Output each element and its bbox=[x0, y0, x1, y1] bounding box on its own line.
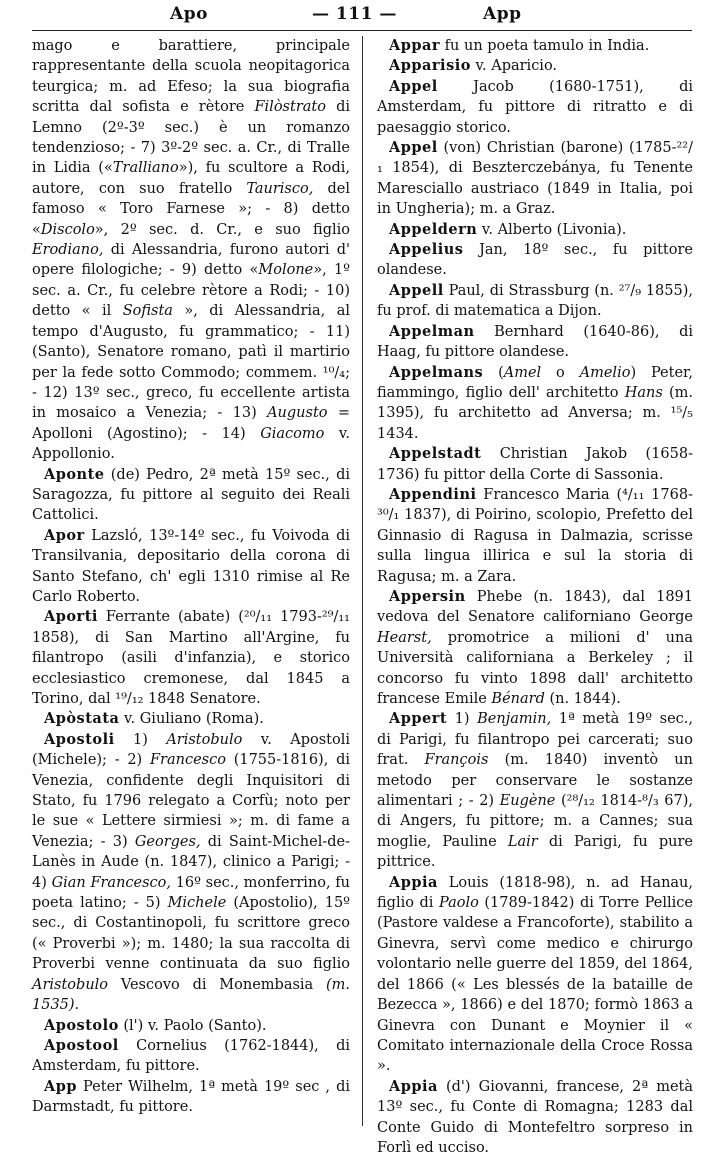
entry-italic-text: Michele bbox=[167, 895, 227, 912]
entry-text: (1789-1842) di Torre Pellice (Pastore valdese a Francoforte), stabilito a Ginevra, servì come medico e chirurgo volontario nelle guerre del 1859, del 1864, del 1866 (« Les blessés de la bataille de Bezecca », 1866) e del 1870; formò 1863 a Ginevra con Dunant e Moynier il « Comitato internazionale della Croce Rossa ». bbox=[377, 895, 693, 1075]
entry-text: (m. 1395), fu architetto ad Anversa; m. ¹⁵/₅ 1434. bbox=[377, 384, 693, 442]
entry-text: Lazsló, 13º-14º sec., fu Voivoda di Transilvania, depositario della corona di Santo Stefano, ch' egli 1310 rimise al Re Carlo Roberto. bbox=[32, 527, 350, 605]
dictionary-entry bbox=[377, 485, 693, 587]
entry-text: Christian Jakob (1658-1736) fu pittor della Corte di Sassonia. bbox=[377, 446, 693, 483]
entry-headword: App bbox=[44, 1077, 78, 1095]
entry-text: Ferrante (abate) (²⁰/₁₁ 1793-²⁹/₁₁ 1858), di San Martino all'Argine, fu filantropo (asili d'infanzia), e storico ecclesiastico cremonese, dal 1845 a Torino, dal ¹⁹/₁₂ 1848 Senatore. bbox=[32, 609, 350, 707]
dictionary-entry bbox=[377, 77, 693, 138]
dictionary-entry bbox=[32, 1016, 350, 1036]
entry-text: 1) bbox=[114, 731, 167, 748]
dictionary-entry bbox=[377, 56, 693, 76]
entry-headword: Appel bbox=[389, 77, 438, 95]
entry-headword: Aporti bbox=[44, 608, 98, 626]
entry-text: 16º sec., monferrino, fu poeta latino; - 5) bbox=[32, 874, 350, 912]
entry-text: », 1º sec. a. Cr., fu celebre rètore a Rodi; - 10) detto « il bbox=[32, 262, 350, 320]
dictionary-entry bbox=[32, 526, 350, 608]
entry-headword: Appersin bbox=[389, 587, 466, 605]
entry-text: », 2º sec. d. Cr., e suo figlio bbox=[94, 221, 350, 238]
entry-text: di Saint-Michel-de-Lanès in Aude (n. 1847), clinico a Parigi; - 4) bbox=[32, 833, 350, 891]
entry-headword: Appelius bbox=[389, 241, 464, 259]
entry-italic-text: Bénard bbox=[491, 691, 545, 707]
entry-headword: Appelman bbox=[389, 322, 475, 340]
dictionary-entry bbox=[377, 709, 693, 872]
entry-text: Vescovo di Monembasia bbox=[108, 976, 326, 993]
dictionary-entry bbox=[377, 281, 693, 322]
entry-text: Paul, di Strassburg (n. ²⁷/₉ 1855), fu prof. di matematica a Dijon. bbox=[377, 282, 693, 320]
entry-italic-text: Eugène bbox=[499, 793, 556, 810]
entry-text: Bernhard (1640-86), di Haag, fu pittore olandese. bbox=[377, 323, 693, 361]
entry-text: 1) bbox=[447, 711, 478, 728]
entry-text: o bbox=[541, 364, 580, 381]
entry-text: (Apostolio), 15º sec., di Costantinopoli, fu scrittore greco (« Proverbi »); m. 1480; la sua raccolta di Proverbi venne continuata da suo figlio bbox=[32, 895, 350, 973]
entry-text: Francesco Maria (⁴/₁₁ 1768-³⁰/₁ 1837), di Poirino, scolopio, Prefetto del Ginnasio di Ragusa in Dalmazia, scrisse sulla lingua illirica e sul la storia di Ragusa; m. a Zara. bbox=[377, 486, 693, 585]
header-rule bbox=[32, 30, 692, 31]
entry-italic-text: Discolo bbox=[40, 221, 95, 238]
entry-italic-text: Taurisco, bbox=[246, 180, 314, 197]
column-divider bbox=[362, 36, 363, 1126]
entry-headword: Appar bbox=[389, 37, 441, 54]
dictionary-entry bbox=[377, 444, 693, 485]
dictionary-entry bbox=[377, 363, 693, 445]
entry-headword: Apòstata bbox=[44, 710, 120, 728]
entry-italic-text: Paolo bbox=[438, 895, 479, 912]
entry-text: mago e barattiere, principale rappresentante della scuola neopitagorica teurgica; m. ad Efeso; la sua biografia scritta dal sofista e rètore bbox=[32, 38, 350, 116]
entry-italic-text: Molone bbox=[258, 262, 314, 279]
header-left-guide-word: Apo bbox=[170, 4, 208, 24]
entry-text: Peter Wilhelm, 1ª metà 19º sec , di Darmstadt, fu pittore. bbox=[32, 1078, 350, 1116]
entry-headword: Apostool bbox=[44, 1036, 119, 1054]
entry-text: v. Aparicio. bbox=[470, 58, 558, 75]
dictionary-entry bbox=[377, 240, 693, 281]
dictionary-entry bbox=[377, 587, 693, 709]
entry-headword: Appert bbox=[389, 710, 448, 728]
entry-headword: Apparisio bbox=[389, 57, 471, 75]
entry-text: di Alessandria, furono autori d' opere filologiche; - 9) detto « bbox=[32, 242, 350, 279]
dictionary-entry bbox=[32, 465, 350, 526]
entry-italic-text: Erodiano, bbox=[32, 242, 104, 259]
entry-text: v. Giuliano (Roma). bbox=[119, 711, 264, 728]
dictionary-entry bbox=[32, 1077, 350, 1118]
page-number: — 111 — bbox=[312, 4, 397, 24]
entry-text: Jacob (1680-1751), di Amsterdam, fu pittore di ritratto e di paesaggio storico. bbox=[377, 78, 693, 136]
entry-italic-text: Augusto bbox=[267, 405, 328, 422]
entry-italic-text: Amel bbox=[503, 364, 542, 381]
entry-text: (n. 1844). bbox=[544, 691, 621, 707]
entry-text: v. Appollonio. bbox=[32, 425, 350, 463]
entry-italic-text: Sofista bbox=[122, 303, 173, 320]
entry-headword: Appel bbox=[389, 139, 438, 157]
entry-headword: Appelmans bbox=[389, 363, 484, 381]
dictionary-entry bbox=[32, 709, 350, 729]
entry-text: (²⁸/₁₂ 1814-⁸/₃ 67), di Angers, fu pittore; m. a Cannes; sua moglie, Pauline bbox=[377, 793, 693, 850]
entry-italic-text: Aristobulo bbox=[166, 731, 243, 748]
left-column bbox=[32, 36, 350, 1126]
entry-italic-text: Amelio bbox=[579, 364, 631, 381]
dictionary-entry bbox=[377, 1077, 693, 1158]
entry-italic-text: (m. 1535). bbox=[32, 976, 350, 1014]
entry-text: Cornelius (1762-1844), di Amsterdam, fu pittore. bbox=[32, 1037, 350, 1075]
entry-text: (de) Pedro, 2ª metà 15º sec., di Saragozza, fu pittore al seguito dei Reali Cattolici. bbox=[32, 466, 350, 524]
entry-text: ( bbox=[483, 364, 504, 381]
entry-italic-text: Aristobulo bbox=[32, 976, 109, 993]
entry-text: », di Alessandria, al tempo d'Augusto, fu grammatico; - 11) (Santo), Senatore romano, patì il martirio per la fede sotto Commodo; commem. ¹⁰/₄; - 12) 13º sec., greco, fu eccellente artista in mosaico a Venezia; - 13) bbox=[32, 303, 350, 422]
entry-text: (m. 1840) inventò un metodo per conservare le sostanze alimentari ; - 2) bbox=[377, 752, 693, 810]
dictionary-entry bbox=[377, 322, 693, 363]
header-right-guide-word: App bbox=[483, 4, 522, 24]
entry-text: (l') v. Paolo (Santo). bbox=[118, 1017, 267, 1034]
entry-text: Jan, 18º sec., fu pittore olandese. bbox=[377, 242, 693, 279]
right-column bbox=[377, 36, 694, 1156]
dictionary-entry bbox=[32, 730, 350, 1016]
dictionary-entry bbox=[377, 138, 693, 220]
entry-text: del famoso « Toro Farnese »; - 8) detto « bbox=[32, 180, 350, 238]
entry-headword: Appia bbox=[389, 873, 438, 891]
dictionary-entry bbox=[377, 36, 693, 56]
entry-text: Louis (1818-98), n. ad Hanau, figlio di bbox=[377, 874, 693, 912]
entry-headword: Appell bbox=[389, 281, 444, 299]
entry-text: fu un poeta tamulo in India. bbox=[440, 38, 650, 54]
dictionary-entry bbox=[32, 36, 350, 465]
entry-headword: Apostolo bbox=[44, 1016, 119, 1034]
entry-text: promotrice a milioni d' una Università californiana a Berkeley ; il concorso fu vinto 1898 dall' architetto francese Emile bbox=[377, 629, 693, 707]
entry-italic-text: Lair bbox=[507, 833, 538, 850]
entry-text: = Apolloni (Agostino); - 14) bbox=[32, 405, 350, 442]
entry-italic-text: Hearst, bbox=[377, 629, 432, 646]
entry-italic-text: Gian Francesco, bbox=[51, 874, 172, 891]
entry-headword: Apor bbox=[44, 526, 85, 544]
dictionary-entry bbox=[377, 220, 693, 240]
entry-headword: Aponte bbox=[44, 465, 105, 483]
entry-italic-text: François bbox=[424, 752, 489, 769]
entry-italic-text: Georges, bbox=[134, 833, 201, 850]
entry-text: di Parigi, fu pure pittrice. bbox=[377, 833, 693, 871]
entry-headword: Apostoli bbox=[44, 730, 115, 748]
running-header bbox=[0, 0, 718, 30]
entry-text: (1755-1816), di Venezia, confidente degli Inquisitori di Stato, fu 1796 relegato a Corfù; noto per le sue « Lettere sirmiesi »; m. di fame a Venezia; - 3) bbox=[32, 752, 350, 850]
entry-text: (d') Giovanni, francese, 2ª metà 13º sec., fu Conte di Romagna; 1283 dal Conte Guido di Montefeltro sorpreso in Forlì ed ucciso. bbox=[377, 1078, 693, 1156]
entry-italic-text: Francesco bbox=[149, 752, 226, 769]
entry-italic-text: Tralliano bbox=[112, 160, 179, 177]
entry-italic-text: Giacomo bbox=[260, 425, 325, 442]
entry-text: 1ª metà 19º sec., di Parigi, fu filantropo pei carcerati; suo frat. bbox=[377, 711, 694, 769]
entry-text: Phebe (n. 1843), dal 1891 vedova del Senatore californiano George bbox=[377, 588, 693, 626]
entry-headword: Appeldern bbox=[389, 220, 478, 238]
entry-text: v. Apostoli (Michele); - 2) bbox=[32, 731, 350, 769]
entry-headword: Appelstadt bbox=[389, 445, 482, 463]
entry-italic-text: Benjamin, bbox=[477, 711, 552, 728]
entry-text: ) Peter, fiammingo, figlio dell' architetto bbox=[377, 364, 693, 401]
entry-italic-text: Hans bbox=[624, 384, 663, 401]
dictionary-entry bbox=[32, 607, 350, 709]
dictionary-entry bbox=[32, 1036, 350, 1077]
entry-headword: Appia bbox=[389, 1077, 438, 1095]
entry-text: (von) Christian (barone) (1785-²²/₁ 1854), di Beszterczebánya, fu Tenente Maresciallo austriaco (1849 in Italia, poi in Ungheria); m. a Graz. bbox=[377, 140, 693, 218]
entry-text: di Lemno (2º-3º sec.) è un romanzo tendenzioso; - 7) 3º-2º sec. a. Cr., di Tralle in Lidia (« bbox=[32, 99, 350, 177]
entry-text: »), fu scultore a Rodi, autore, con suo fratello bbox=[32, 160, 350, 197]
dictionary-entry bbox=[377, 873, 693, 1077]
entry-text: v. Alberto (Livonia). bbox=[477, 221, 627, 238]
entry-italic-text: Filòstrato bbox=[254, 99, 326, 116]
entry-headword: Appendini bbox=[389, 485, 477, 503]
